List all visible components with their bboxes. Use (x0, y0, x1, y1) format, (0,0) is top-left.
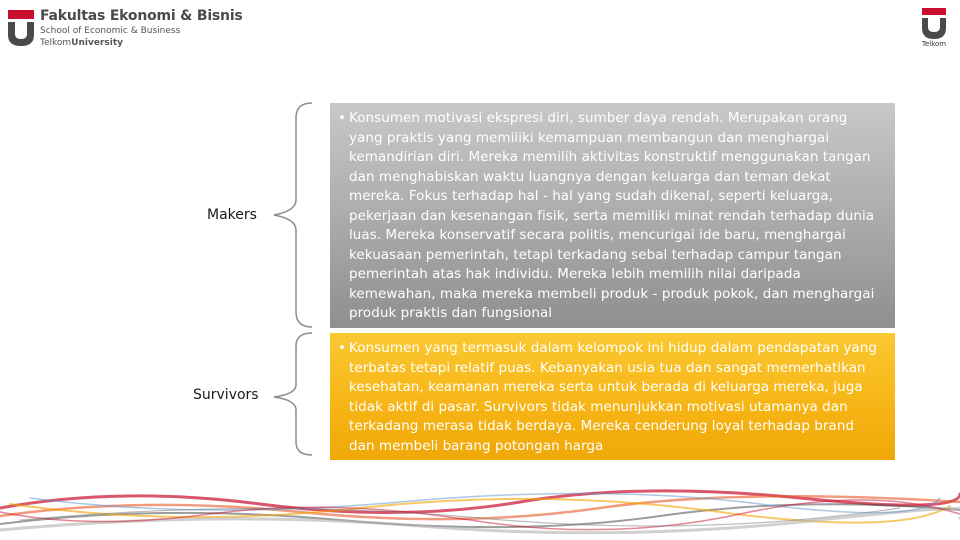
telkom-university-emblem-icon (8, 10, 34, 46)
school-name: School of Economic & Business (40, 26, 181, 36)
survivors-description-box (330, 333, 895, 460)
university-suffix: University (71, 38, 123, 48)
university-prefix: Telkom (40, 38, 72, 48)
faculty-logo (8, 8, 248, 50)
bracket-connectors (268, 100, 318, 460)
makers-description: Konsumen motivasi ekspresi diri, sumber daya rendah. Merupakan orang yang praktis yang memiliki kemampuan membangun dan menghargai kemandirian diri. Mereka memilih aktivitas konstruktif menggunakan tangan dan menghabiskan waktu luangnya dengan keluarga dan teman dekat mereka. Fokus terhadap hal - hal yang sudah dikenal, seperti keluarga, pekerjaan dan kesenangan fisik, serta memiliki minat rendah terhadap dunia luas. Mereka konservatif secara politis, mencurigai ide baru, menghargai kekuasaan pemerintah, tetapi terkadang sebal terhadap campur tangan pemerintah atas hak individu. Mereka lebih memilih nilai daripada kemewahan, maka mereka membeli produk - produk pokok, dan menghargai produk praktis dan fungsional (349, 110, 875, 321)
university-name (40, 37, 243, 49)
makers-description-box (330, 103, 895, 328)
telkom-logo-right (918, 6, 950, 56)
bullet-marker: • (338, 340, 347, 356)
survivors-description: Konsumen yang termasuk dalam kelompok ini hidup dalam pendapatan yang terbatas tetapi relatif puas. Kebanyakan usia tua dan sangat memerhatikan kesehatan, keamanan mereka serta untuk berada di keluarga mereka, juga tidak aktif di pasar. Survivors tidak menunjukkan motivasi utamanya dan terkadang merasa tidak berdaya. Mereka cenderung loyal terhadap brand dan membeli barang potongan harga (349, 340, 877, 454)
telkom-logo-label: Telkom (921, 40, 947, 48)
segment-label-makers: Makers (207, 207, 257, 223)
bullet-marker: • (338, 110, 347, 126)
bracket-makers (274, 103, 312, 327)
segment-label-survivors: Survivors (193, 387, 259, 403)
bracket-survivors (274, 333, 312, 455)
decorative-footer-pattern (0, 468, 960, 540)
faculty-name: Fakultas Ekonomi & Bisnis (40, 8, 243, 24)
logo-text (40, 8, 243, 49)
telkom-emblem-icon (918, 6, 950, 40)
